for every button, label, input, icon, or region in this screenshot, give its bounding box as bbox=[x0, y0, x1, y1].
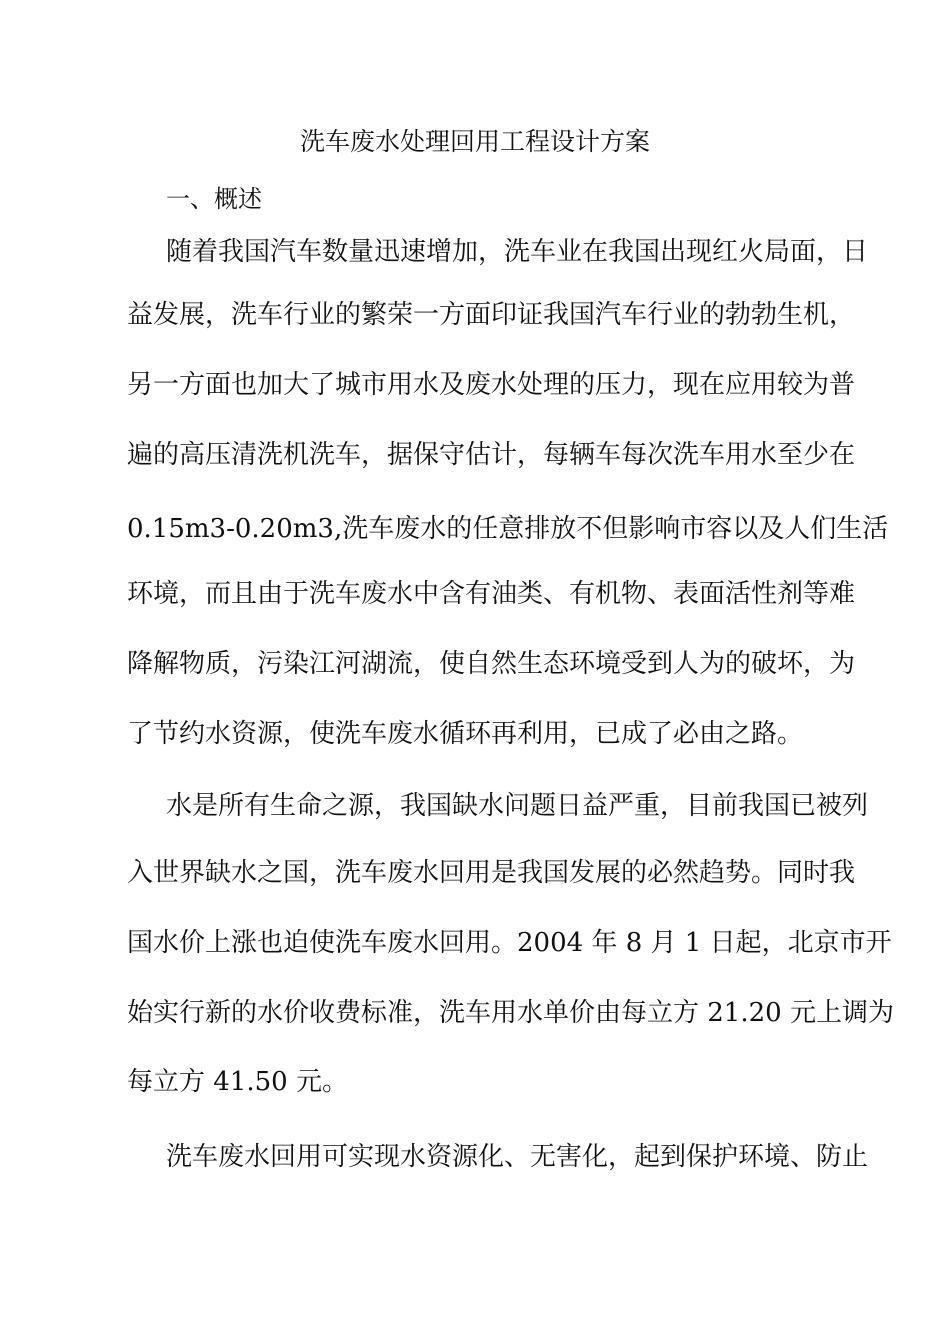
paragraph-line: 水是所有生命之源，我国缺水问题日益严重，目前我国已被列 bbox=[166, 791, 869, 821]
paragraph-line: 益发展，洗车行业的繁荣一方面印证我国汽车行业的勃勃生机， bbox=[127, 300, 856, 330]
paragraph-line: 始实行新的水价收费标准，洗车用水单价由每立方 21.20 元上调为 bbox=[127, 998, 894, 1028]
paragraph-line: 洗车废水回用可实现水资源化、无害化，起到保护环境、防止 bbox=[166, 1142, 869, 1172]
section-heading: 一、概述 bbox=[166, 185, 262, 213]
paragraph-line: 遍的高压清洗机洗车，据保守估计，每辆车每次洗车用水至少在 bbox=[127, 440, 856, 470]
paragraph-line: 0.15m3-0.20m3,洗车废水的任意排放不但影响市容以及人们生活 bbox=[127, 514, 889, 544]
paragraph-line: 另一方面也加大了城市用水及废水处理的压力，现在应用较为普 bbox=[127, 370, 856, 400]
paragraph-line: 每立方 41.50 元。 bbox=[127, 1067, 348, 1097]
paragraph-line: 了节约水资源，使洗车废水循环再利用，已成了必由之路。 bbox=[127, 719, 804, 749]
paragraph-line: 国水价上涨也迫使洗车废水回用。2004 年 8 月 1 日起，北京市开 bbox=[127, 928, 892, 958]
paragraph-line: 降解物质，污染江河湖流，使自然生态环境受到人为的破坏，为 bbox=[127, 649, 856, 679]
paragraph-line: 随着我国汽车数量迅速增加，洗车业在我国出现红火局面，日 bbox=[166, 237, 869, 267]
paragraph-line: 入世界缺水之国，洗车废水回用是我国发展的必然趋势。同时我 bbox=[127, 858, 856, 888]
document-title: 洗车废水处理回用工程设计方案 bbox=[299, 127, 650, 156]
paragraph-line: 环境，而且由于洗车废水中含有油类、有机物、表面活性剂等难 bbox=[127, 579, 856, 609]
